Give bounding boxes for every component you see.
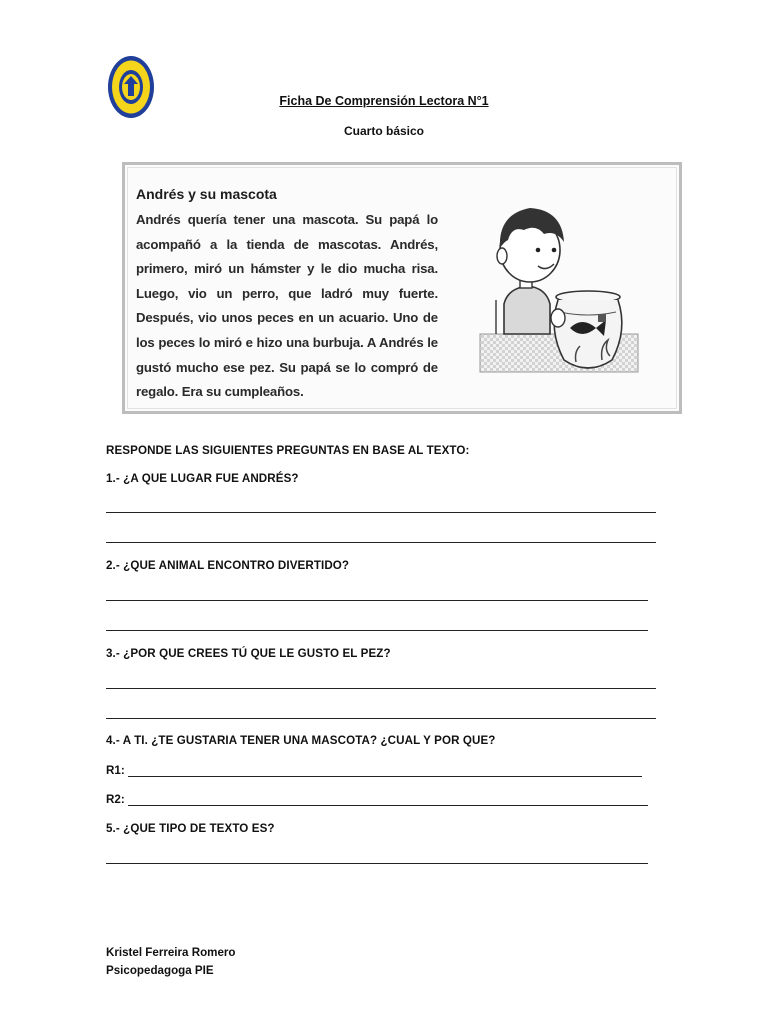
answer-line-1b[interactable] <box>106 542 656 543</box>
school-logo <box>106 54 156 120</box>
answer-line-r2[interactable] <box>128 805 648 806</box>
answer-line-r1[interactable] <box>128 776 642 777</box>
story-text: Andrés quería tener una mascota. Su papá lo acompañó a la tienda de mascotas. Andrés, primero, miró un hámster y le dio mucha risa. Luego, vio un perro, que ladró muy fuerte. Después, vio unos peces en un acuario. Uno de los peces lo miró e hizo una burbuja. A Andrés le gustó mucho ese pez. Su papá se lo compró de regalo. Era su cumpleaños. <box>136 212 438 400</box>
boy-fishbowl-illustration <box>478 200 640 378</box>
story-title: Andrés y su mascota <box>136 186 277 202</box>
worksheet-subtitle: Cuarto básico <box>343 124 424 138</box>
answer-line-2b[interactable] <box>106 630 648 631</box>
author-role: Psicopedagoga PIE <box>106 964 214 977</box>
question-5: 5.- ¿QUE TIPO DE TEXTO ES? <box>106 822 275 835</box>
answer-line-3b[interactable] <box>106 718 656 719</box>
answer-line-3a[interactable] <box>106 688 656 689</box>
questions-instruction: RESPONDE LAS SIGUIENTES PREGUNTAS EN BASE AL TEXTO: <box>106 444 470 457</box>
answer-label-r1: R1: <box>106 764 125 777</box>
question-4: 4.- A TI. ¿TE GUSTARIA TENER UNA MASCOTA? ¿CUAL Y POR QUE? <box>106 734 496 747</box>
answer-line-2a[interactable] <box>106 600 648 601</box>
answer-label-r2: R2: <box>106 793 125 806</box>
question-2: 2.- ¿QUE ANIMAL ENCONTRO DIVERTIDO? <box>106 559 350 572</box>
question-3: 3.- ¿POR QUE CREES TÚ QUE LE GUSTO EL PEZ? <box>106 647 391 660</box>
question-1: 1.- ¿A QUE LUGAR FUE ANDRÉS? <box>106 472 299 485</box>
author-name: Kristel Ferreira Romero <box>106 946 236 959</box>
answer-line-1a[interactable] <box>106 512 656 513</box>
worksheet-title: Ficha De Comprensión Lectora N°1 <box>279 94 489 108</box>
answer-line-5[interactable] <box>106 863 648 864</box>
